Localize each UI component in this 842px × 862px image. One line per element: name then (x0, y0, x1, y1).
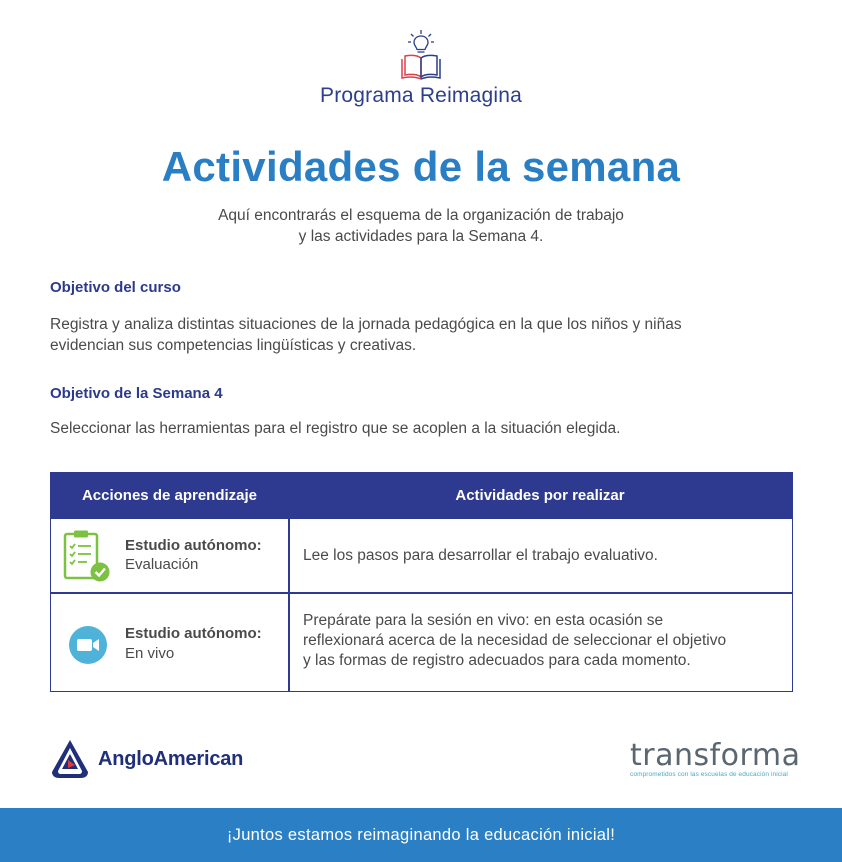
subtitle-line: y las actividades para la Semana 4. (298, 228, 544, 245)
activity-subtitle: En vivo (125, 645, 175, 662)
anglo-american-text: AngloAmerican (98, 747, 244, 770)
page-title: Actividades de la semana (161, 143, 681, 190)
course-objective-text (50, 314, 810, 356)
anglo-american-logo (50, 738, 243, 780)
activity-title: Estudio autónomo: (125, 537, 262, 554)
activity-description-line: Prepárate para la sesión en vivo: en esta ocasión se (303, 612, 664, 629)
transforma-tagline: comprometidos con las escuelas de educación inicial (630, 771, 788, 778)
course-objective-line: evidencian sus competencias lingüísticas y creativas. (50, 337, 417, 354)
transforma-word: transforma (630, 738, 801, 773)
clipboard-check-icon (63, 529, 111, 583)
transforma-logo (630, 738, 800, 778)
activities-table (50, 472, 793, 692)
video-camera-icon (68, 625, 108, 665)
footer-text: ¡Juntos estamos reimaginando la educación inicial! (226, 826, 616, 844)
brand-name: Programa Reimagina (319, 84, 523, 107)
table-header (51, 473, 792, 519)
anglo-american-icon (50, 738, 90, 780)
activity-description: Lee los pasos para desarrollar el trabajo evaluativo. (303, 547, 658, 564)
column-header-actions: Acciones de aprendizaje (81, 487, 258, 504)
week-objective-heading: Objetivo de la Semana 4 (50, 385, 223, 402)
activity-description (303, 611, 783, 671)
course-objective-line: Registra y analiza distintas situaciones de la jornada pedagógica en la que los niños y niñas (50, 316, 682, 333)
brand-logo (0, 28, 842, 108)
activity-description-line: y las formas de registro adecuados para cada momento. (303, 652, 691, 669)
page-subtitle (0, 205, 842, 247)
activity-subtitle: Evaluación (125, 556, 199, 573)
column-header-activities: Actividades por realizar (455, 487, 625, 504)
footer-banner (0, 808, 842, 862)
course-objective-heading: Objetivo del curso (50, 279, 181, 296)
activity-title: Estudio autónomo: (125, 625, 262, 642)
book-lightbulb-icon (399, 28, 443, 80)
row-divider (51, 592, 792, 594)
column-divider (288, 519, 290, 691)
subtitle-line: Aquí encontrarás el esquema de la organización de trabajo (218, 207, 624, 224)
activity-description-line: reflexionará acerca de la necesidad de seleccionar el objetivo (303, 632, 727, 649)
week-objective-text: Seleccionar las herramientas para el registro que se acoplen a la situación elegida. (50, 420, 621, 437)
